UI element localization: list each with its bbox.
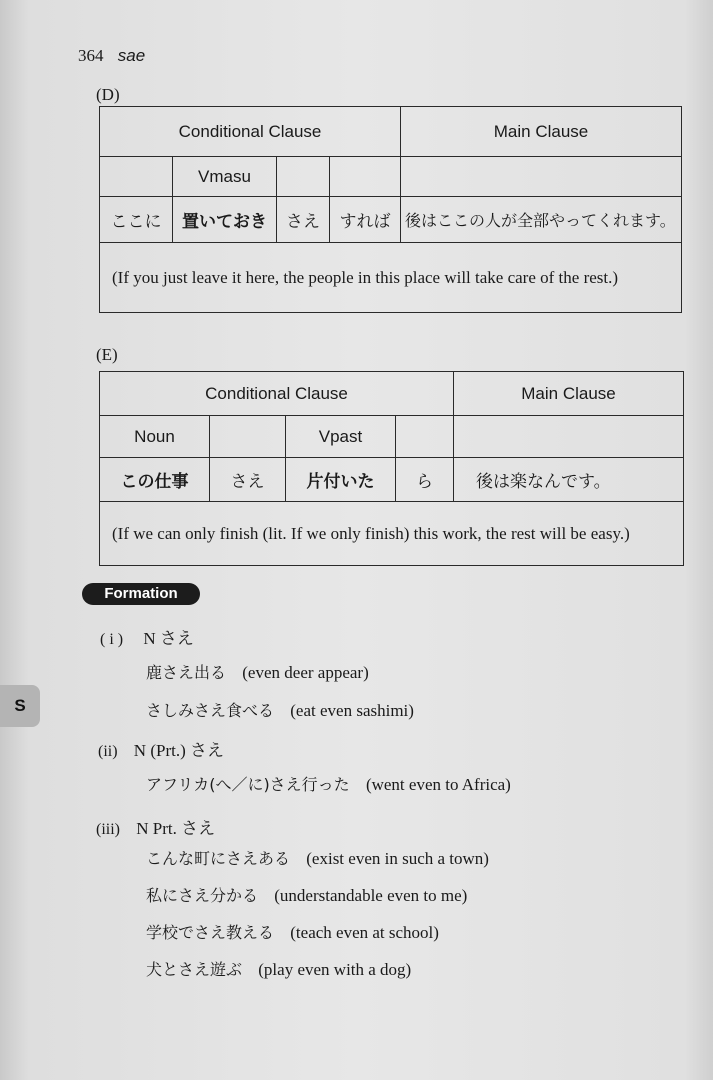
formation-group-3	[96, 814, 215, 839]
section-d-table	[99, 106, 682, 313]
empty-cell	[100, 157, 173, 197]
vpast-label: Vpast	[286, 416, 396, 458]
example-english: (play even with a dog)	[258, 960, 412, 979]
cell-conditional: すれば	[330, 197, 401, 243]
group-pattern: N さえ	[143, 629, 194, 648]
empty-cell	[401, 157, 682, 197]
translation: (If we can only finish (lit. If we only finish) this work, the rest will be easy.)	[100, 502, 684, 566]
cell-noun: この仕事	[100, 458, 210, 502]
group-number: (iii)	[96, 821, 120, 838]
example-line	[146, 660, 369, 683]
formation-badge: Formation	[82, 583, 200, 605]
section-tab-s: S	[0, 685, 40, 727]
example-japanese: 犬とさえ遊ぶ	[146, 960, 243, 979]
cell-location: ここに	[100, 197, 173, 243]
page-number: 364	[78, 46, 104, 65]
section-e-table	[99, 371, 684, 566]
empty-cell	[330, 157, 401, 197]
example-english: (teach even at school)	[290, 923, 439, 942]
cell-sae: さえ	[210, 458, 286, 502]
example-japanese: 学校でさえ教える	[146, 923, 275, 942]
section-e-label: (E)	[96, 345, 118, 364]
empty-cell	[396, 416, 454, 458]
group-number: (ii)	[98, 743, 118, 760]
example-japanese: アフリカ(へ／に)さえ行った	[146, 775, 350, 794]
cell-ra: ら	[396, 458, 454, 502]
main-clause-header: Main Clause	[454, 372, 684, 416]
page-header	[78, 46, 145, 66]
cell-verb: 置いておき	[173, 197, 277, 243]
translation: (If you just leave it here, the people in this place will take care of the rest.)	[100, 243, 682, 313]
empty-cell	[454, 416, 684, 458]
formation-group-1	[100, 624, 194, 649]
formation-group-2	[98, 736, 224, 761]
example-line	[146, 846, 489, 869]
main-clause-header: Main Clause	[401, 107, 682, 157]
example-japanese: 私にさえ分かる	[146, 886, 259, 905]
cell-main-clause: 後は楽なんです。	[454, 458, 684, 502]
example-japanese: 鹿さえ出る	[146, 663, 227, 682]
conditional-clause-header: Conditional Clause	[100, 372, 454, 416]
empty-cell	[210, 416, 286, 458]
example-english: (went even to Africa)	[365, 775, 511, 794]
cell-sae: さえ	[277, 197, 330, 243]
example-line	[146, 920, 439, 943]
example-line	[146, 957, 411, 980]
group-pattern: N (Prt.) さえ	[133, 741, 224, 760]
cell-main-clause: 後はここの人が全部やってくれます。	[401, 197, 682, 243]
group-number: ( i )	[100, 631, 124, 648]
example-line	[146, 883, 467, 906]
example-english: (even deer appear)	[242, 663, 369, 682]
empty-cell	[277, 157, 330, 197]
example-japanese: さしみさえ食べる	[146, 701, 275, 720]
conditional-clause-header: Conditional Clause	[100, 107, 401, 157]
entry-word: sae	[117, 46, 146, 65]
example-line	[146, 772, 511, 795]
example-english: (understandable even to me)	[274, 886, 468, 905]
section-d-label: (D)	[96, 85, 120, 104]
group-pattern: N Prt. さえ	[136, 819, 216, 838]
example-english: (exist even in such a town)	[306, 849, 489, 868]
example-japanese: こんな町にさえある	[146, 849, 291, 868]
noun-label: Noun	[100, 416, 210, 458]
cell-verb: 片付いた	[286, 458, 396, 502]
example-line	[146, 698, 414, 721]
vmasu-label: Vmasu	[173, 157, 277, 197]
example-english: (eat even sashimi)	[290, 701, 414, 720]
